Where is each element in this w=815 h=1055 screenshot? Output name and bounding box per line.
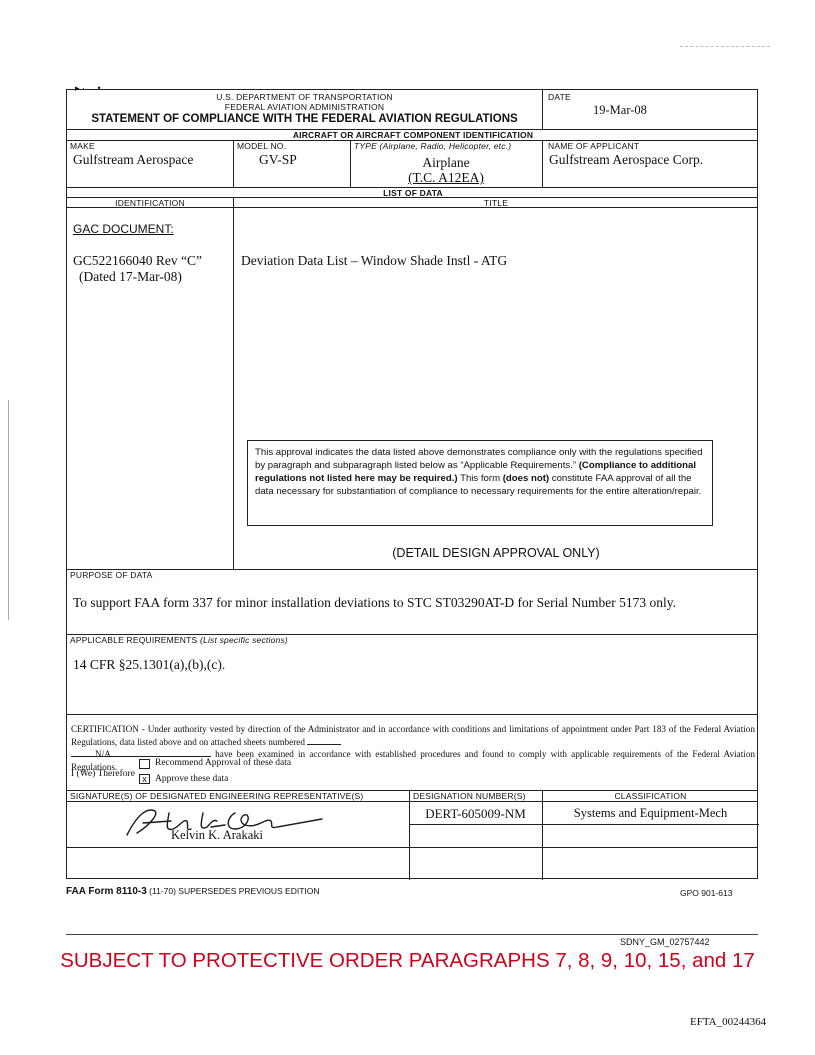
admin-name: FEDERAL AVIATION ADMINISTRATION xyxy=(224,102,385,112)
identification-label: IDENTIFICATION xyxy=(115,198,185,208)
gpo-number: GPO 901-613 xyxy=(680,888,733,898)
applicable-label-note: (List specific sections) xyxy=(199,635,288,645)
cert-part2: have been examined in accordance with established procedures and found to comply with applicable requirements of the Federal Aviation Regulations. xyxy=(71,749,756,772)
model-label: MODEL NO. xyxy=(237,141,287,151)
approve-label: Approve these data xyxy=(155,774,229,784)
notice-text: constitute FAA approval of all the data necessary for substantiation of compliance to necessary requirements for the entire alteration/repair. xyxy=(255,473,702,497)
applicant-value: Gulfstream Aerospace Corp. xyxy=(549,152,704,167)
col-divider xyxy=(233,197,234,569)
col-divider xyxy=(409,790,410,880)
page-footer-rule xyxy=(66,934,758,935)
form-name: FAA Form 8110-3 xyxy=(66,886,147,897)
faa-form-8110-3 xyxy=(66,89,758,879)
applicable-text: 14 CFR §25.1301(a),(b),(c). xyxy=(73,657,226,672)
list-of-data-title: LIST OF DATA xyxy=(383,188,443,198)
type-value: Airplane xyxy=(422,155,470,170)
form-number xyxy=(66,886,320,897)
protective-order-notice: SUBJECT TO PROTECTIVE ORDER PARAGRAPHS 7, 8, 9, 10, 15, and 17 xyxy=(60,949,755,972)
therefore-label: I (We) Therefore xyxy=(71,769,135,779)
sheets-value: N/A xyxy=(71,748,211,757)
scan-artifact-dots: ▸ · • xyxy=(75,83,101,93)
date-divider xyxy=(542,90,543,129)
make-value: Gulfstream Aerospace xyxy=(73,152,194,167)
designation-value: DERT-605009-NM xyxy=(425,806,526,821)
rule xyxy=(67,847,757,848)
detail-design-note: (DETAIL DESIGN APPROVAL ONLY) xyxy=(392,546,600,560)
designation-label: DESIGNATION NUMBER(S) xyxy=(413,791,526,801)
rule xyxy=(67,801,757,802)
notice-bold: (Compliance to additional regulations not listed here may be required.) xyxy=(255,460,696,484)
applicable-label xyxy=(70,635,288,645)
date-value: 19-Mar-08 xyxy=(593,103,647,117)
doc-heading: GAC DOCUMENT: xyxy=(73,222,174,236)
purpose-text: To support FAA form 337 for minor installation deviations to STC ST03290AT-D for Serial Number 5173 only. xyxy=(73,595,677,610)
col-divider xyxy=(542,140,543,187)
notice-text: This approval indicates the data listed above demonstrates compliance only with the regulations specified by paragraph and subparagraph listed below as “Applicable Requirements.” xyxy=(255,447,703,471)
signature-label: SIGNATURE(S) OF DESIGNATED ENGINEERING REPRESENTATIVE(S) xyxy=(70,791,364,801)
make-label: MAKE xyxy=(70,141,95,151)
classification-label: CLASSIFICATION xyxy=(614,791,687,801)
scan-artifact-margin xyxy=(8,400,9,620)
approve-checkbox[interactable]: x xyxy=(139,774,150,784)
recommend-checkbox[interactable] xyxy=(139,759,150,769)
form-title: STATEMENT OF COMPLIANCE WITH THE FEDERAL AVIATION REGULATIONS xyxy=(91,113,518,125)
type-certificate: (T.C. A12EA) xyxy=(408,170,484,185)
col-divider xyxy=(233,140,234,187)
approval-notice xyxy=(247,440,713,526)
cert-part1: CERTIFICATION - Under authority vested by direction of the Administrator and in accordance with conditions and limitations of appointment under Part 183 of the Federal Aviation Regulations, data listed above and on attached sheets numbered xyxy=(71,724,755,747)
recommend-label: Recommend Approval of these data xyxy=(155,758,292,768)
model-value: GV-SP xyxy=(259,152,297,167)
classification-value: Systems and Equipment-Mech xyxy=(573,806,728,820)
title-label: TITLE xyxy=(483,198,509,208)
applicable-label-text: APPLICABLE REQUIREMENTS xyxy=(70,635,198,645)
doc-title: Deviation Data List – Window Shade Instl - ATG xyxy=(241,253,508,268)
notice-bold: (does not) xyxy=(502,473,550,484)
col-divider xyxy=(542,790,543,880)
der-name: Kelvin K. Arakaki xyxy=(171,828,263,842)
type-label: TYPE (Airplane, Radio, Helicopter, etc.) xyxy=(354,141,512,151)
dept-name: U.S. DEPARTMENT OF TRANSPORTATION xyxy=(216,92,393,102)
bates-number: SDNY_GM_02757442 xyxy=(620,937,710,947)
date-label: DATE xyxy=(548,92,571,102)
rule xyxy=(409,824,759,825)
notice-text: This form xyxy=(457,473,503,484)
form-edition: (11-70) SUPERSEDES PREVIOUS EDITION xyxy=(146,886,320,896)
efta-number: EFTA_00244364 xyxy=(690,1016,767,1028)
rule xyxy=(67,714,757,715)
scan-artifact-dash xyxy=(680,46,770,47)
applicant-label: NAME OF APPLICANT xyxy=(548,141,640,151)
doc-id: GC522166040 Rev “C” xyxy=(73,253,202,268)
rule xyxy=(67,569,757,570)
sheets-blank xyxy=(307,736,341,745)
purpose-label: PURPOSE OF DATA xyxy=(70,570,153,580)
doc-dated: (Dated 17-Mar-08) xyxy=(79,269,182,284)
aircraft-section-title: AIRCRAFT OR AIRCRAFT COMPONENT IDENTIFICATION xyxy=(292,130,534,140)
